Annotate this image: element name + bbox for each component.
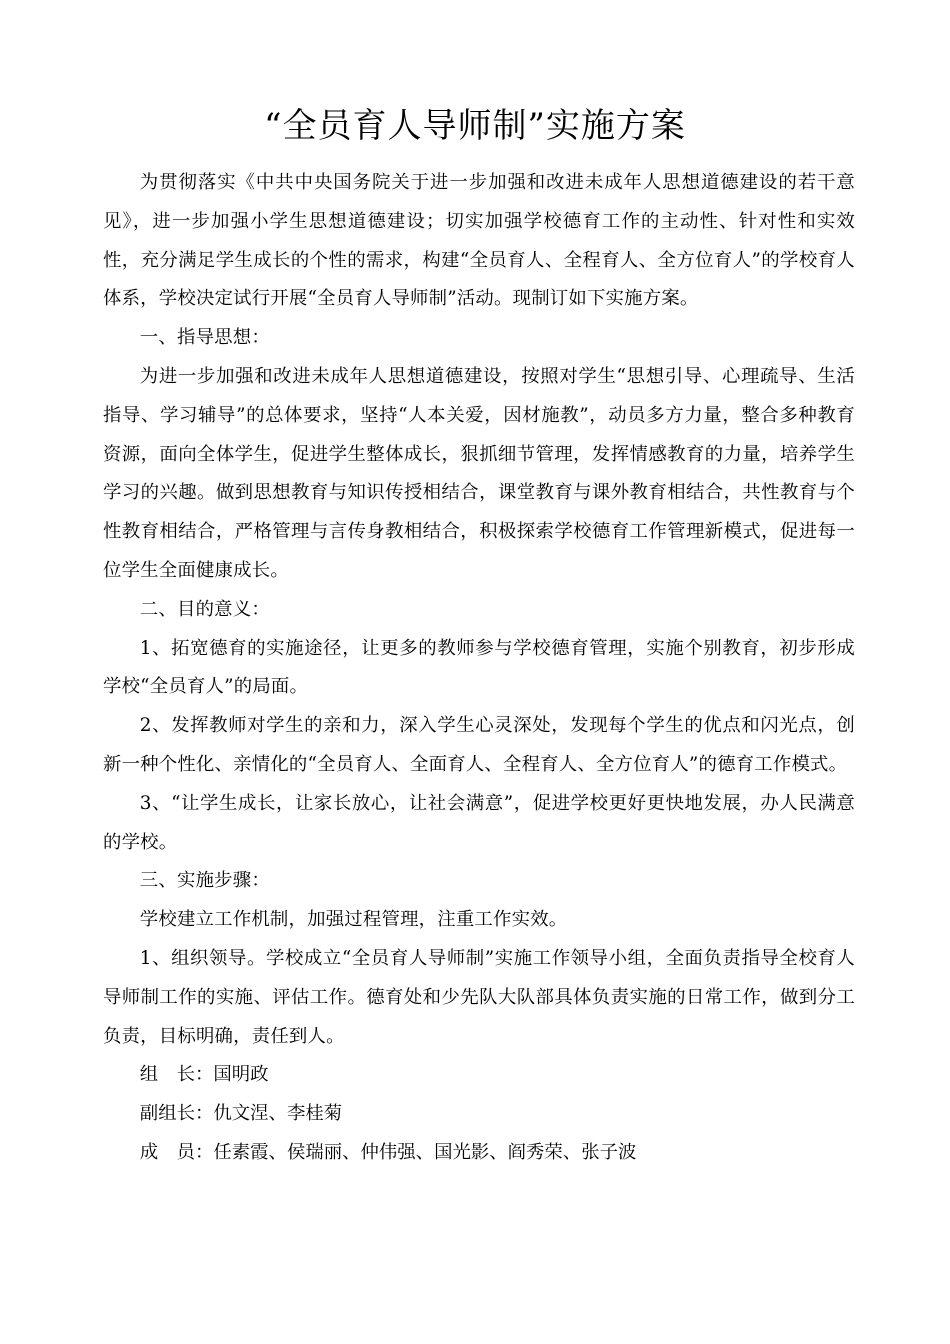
document-title: “全员育人导师制”实施方案 (264, 106, 686, 146)
guiding-thought-paragraph: 为进一步加强和改进未成年人思想道德建设，按照对学生“思想引导、心理疏导、生活指导、学习辅导”的总体要求，坚持“人本关爱，因材施教”，动员多方力量，整合多种教育资源，面向全体学生，促进学生整体成长，狠抓细节管理，发挥情感教育的力量，培养学生学习的兴趣。做到思想教育与知识传授相结合，课堂教育与课外教育相结合，共性教育与个性教育相结合，严格管理与言传身教相结合，积极探索学校德育工作管理新模式，促进每一位学生全面健康成长。 (103, 365, 855, 581)
section-heading-guiding-thought: 一、指导思想： (139, 327, 270, 349)
section-heading-steps: 三、实施步骤： (139, 870, 270, 892)
member-line-deputy (103, 1095, 855, 1134)
member-line-leader (103, 1056, 855, 1095)
purpose-item-2: 2、发挥教师对学生的亲和力，深入学生心灵深处，发现每个学生的优点和闪光点，创新一种个性化、亲情化的“全员育人、全面育人、全程育人、全方位育人”的德育工作模式。 (103, 715, 855, 775)
member-role: 成 员： (139, 1141, 214, 1163)
member-names: 仇文涅、李桂菊 (213, 1103, 343, 1125)
purpose-item-1: 1、拓宽德育的实施途径，让更多的教师参与学校德育管理，实施个别教育，初步形成学校“全员育人”的局面。 (103, 637, 855, 698)
member-role: 副组长： (139, 1103, 214, 1125)
member-line-members (103, 1134, 855, 1173)
steps-item-1: 1、组织领导。学校成立“全员育人导师制”实施工作领导小组，全面负责指导全校育人导师制工作的实施、评估工作。德育处和少先队大队部具体负责实施的日常工作，做到分工负责，目标明确，责任到人。 (103, 947, 855, 1047)
member-names: 国明政 (213, 1064, 269, 1086)
section-heading-purpose: 二、目的意义： (139, 598, 270, 620)
purpose-item-3: 3、“让学生成长，让家长放心，让社会满意”，促进学校更好更快地发展，办人民满意的学校。 (103, 792, 855, 853)
member-names: 任素霞、侯瑞丽、仲伟强、国光影、阎秀荣、张子波 (213, 1141, 637, 1163)
document-body (103, 164, 855, 1173)
member-role: 组 长： (139, 1064, 214, 1086)
steps-intro-paragraph: 学校建立工作机制，加强过程管理，注重工作实效。 (139, 909, 568, 931)
intro-paragraph: 为贯彻落实《中共中央国务院关于进一步加强和改进未成年人思想道德建设的若干意见》，进一步加强小学生思想道德建设；切实加强学校德育工作的主动性、针对性和实效性，充分满足学生成长的个性的需求，构建“全员育人、全程育人、全方位育人”的学校育人体系，学校决定试行开展“全员育人导师制”活动。现制订如下实施方案。 (103, 172, 855, 310)
